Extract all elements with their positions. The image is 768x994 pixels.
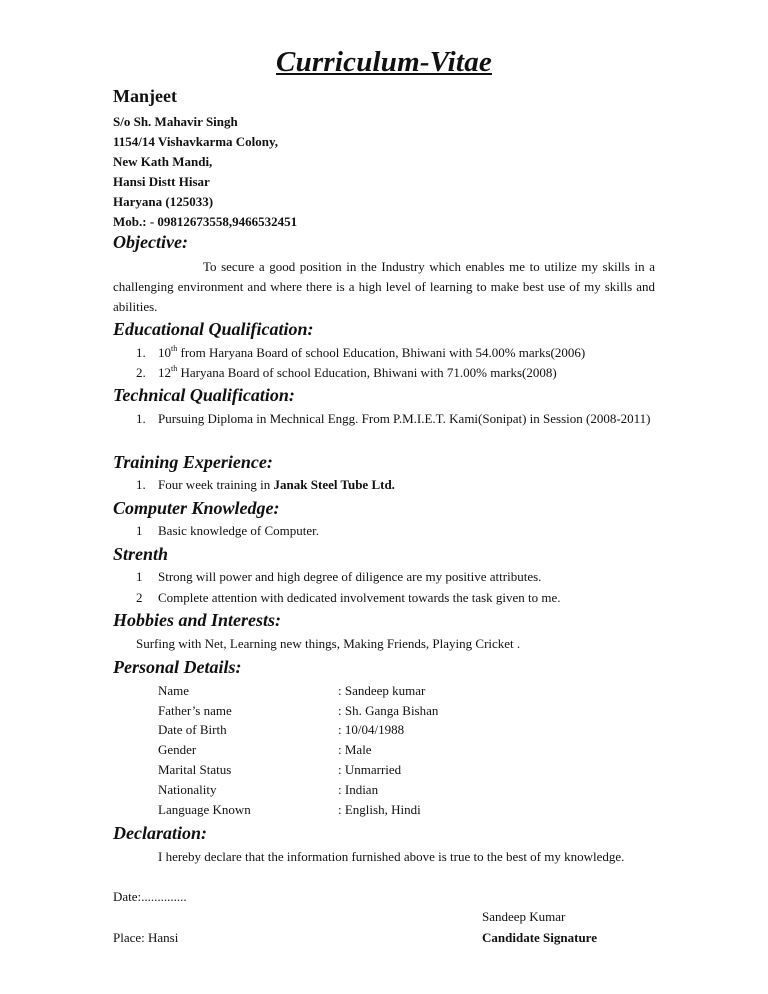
document-title: Curriculum-Vitae (276, 46, 492, 78)
technical-heading: Technical Qualification: (113, 385, 295, 405)
strength-heading: Strenth (113, 544, 169, 564)
objective-heading: Objective: (113, 232, 188, 252)
declaration-heading: Declaration: (113, 823, 207, 843)
address-line: Haryana (125033) (113, 194, 214, 209)
signature-label: Candidate Signature (482, 930, 597, 945)
company-name: Janak Steel Tube Ltd. (273, 477, 395, 492)
computer-heading: Computer Knowledge: (113, 498, 280, 518)
address-block (113, 112, 297, 232)
mobile-line: Mob.: - 09812673558,9466532451 (113, 214, 298, 229)
training-heading: Training Experience: (113, 452, 273, 472)
hobbies-text: Surfing with Net, Learning new things, Making Friends, Playing Cricket . (136, 636, 521, 651)
address-line: Hansi Distt Hisar (113, 174, 210, 189)
address-line: New Kath Mandi, (113, 154, 213, 169)
date-line: Date:.............. (113, 889, 187, 904)
education-heading: Educational Qualification: (113, 319, 314, 339)
address-line: S/o Sh. Mahavir Singh (113, 114, 238, 129)
hobbies-heading: Hobbies and Interests: (113, 610, 282, 630)
address-line: 1154/14 Vishavkarma Colony, (113, 134, 279, 149)
applicant-name: Manjeet (113, 86, 177, 106)
signer-name: Sandeep Kumar (482, 909, 566, 924)
place-line: Place: Hansi (113, 930, 179, 945)
declaration-text: I hereby declare that the information furnished above is true to the best of my knowledge. (158, 849, 625, 864)
cv-page: Curriculum-Vitae Manjeet S/o Sh. Mahavir Singh 1154/14 Vishavkarma Colony, New Kath Mandi, Hansi Distt Hisar Haryana (125033) Mob.: - 09812673558,9466532451 Objective: To secure a good position in the Industry which enables me to utilize my skills in a challenging environment and where there is a high level of learning to make best use of my skills and abilities. Educational Qualification: 1. 10th from Haryana Board of school Education, Bhiwani with 54.00% marks(2006) 2. 12th Haryana Board of school Education, Bhiwani with 71.00% marks(2008) Technical Qualification: 1. Pursuing Diploma in Mechnical Engg. From P.M.I.E.T. Kami(Sonipat) in Session (2008-2011) Training Experience: 1. Four week training in Janak Steel Tube Ltd. Computer Knowledge: 1 Basic knowledge of Computer. Strenth 1 Strong will power and high degree of diligence are my positive attributes. 2 Complete attention with dedicated involvement towards the task given to me. Hobbies and Interests: Surfing with Net, Learning new things, Making Friends, Playing Cricket . Personal Details: Name : Sandeep kumar Father’s name : Sh. Ganga Bishan Date of Birth : 10/04/1988 Gender : Male Marital Status : Unmarried Nationality : Indian Language Known : English, Hindi Declaration: I hereby declare that the information furnished above is true to the best of my knowledge. Date:.............. Sandeep Kumar Place: Hansi Candidate Signature (0, 0, 768, 994)
personal-heading: Personal Details: (113, 657, 242, 677)
objective-text: To secure a good position in the Industry which enables me to utilize my skills in a challenging environment and where there is a high level of learning to make best use of my skills and abilities. (113, 259, 655, 314)
